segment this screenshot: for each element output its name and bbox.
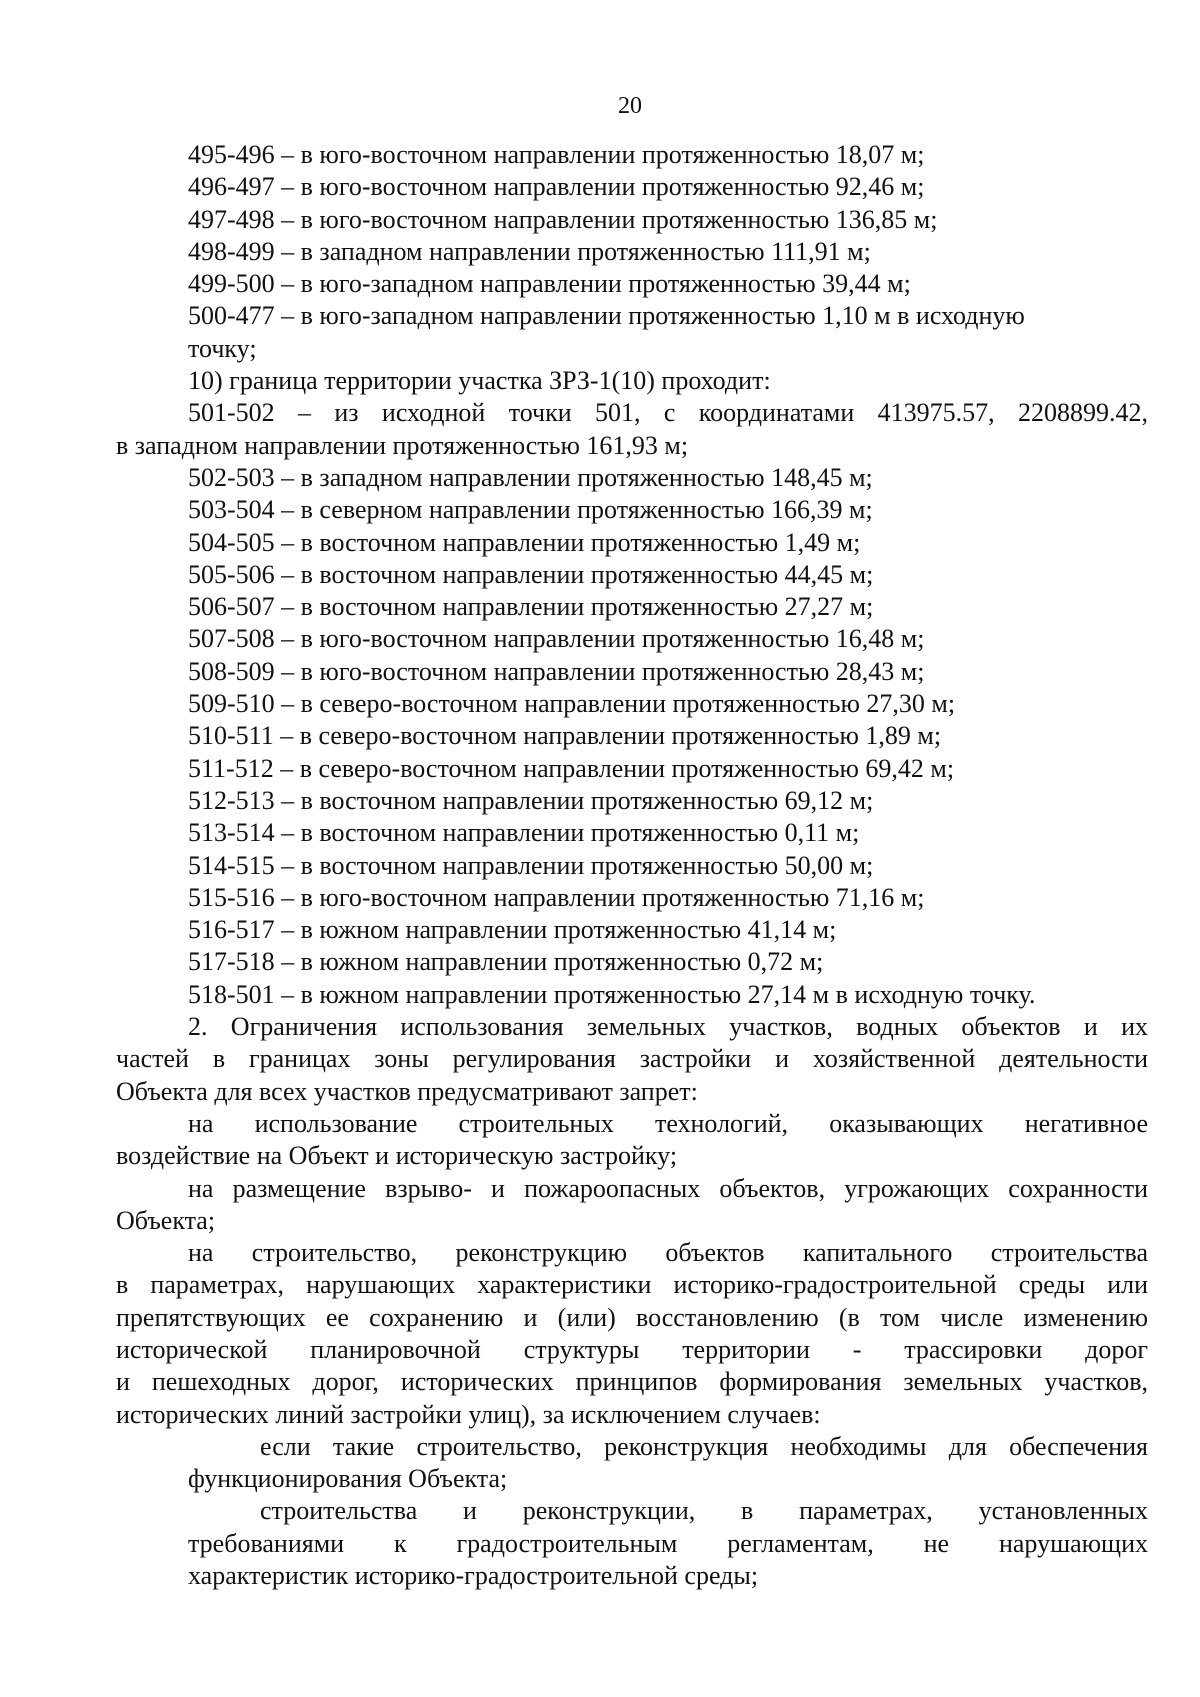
text-line: требованиями к градостроительным регламентам, не нарушающих — [188, 1528, 1148, 1558]
text-line: и пешеходных дорог, исторических принципов формирования земельных участков, — [116, 1367, 1148, 1397]
text-line: 495-496 – в юго-восточном направлении протяженностью 18,07 м; — [188, 140, 925, 169]
text-line: если такие строительство, реконструкция необходимы для обеспечения — [260, 1431, 1148, 1461]
text-line: частей в границах зоны регулирования застройки и хозяйственной деятельности — [116, 1044, 1148, 1074]
text-line: на строительство, реконструкцию объектов капитального строительства — [188, 1238, 1148, 1268]
text-line: в параметрах, нарушающих характеристики историко-градостроительной среды или — [116, 1270, 1148, 1300]
text-line: 509-510 – в северо-восточном направлении протяженностью 27,30 м; — [188, 689, 956, 719]
text-line: 514-515 – в восточном направлении протяженностью 50,00 м; — [188, 850, 874, 880]
text-line: исторической планировочной структуры территории - трассировки дорог — [116, 1334, 1148, 1364]
text-line: на использование строительных технологий, оказывающих негативное — [188, 1108, 1148, 1138]
text-line: 502-503 – в западном направлении протяженностью 148,45 м; — [188, 462, 873, 492]
text-line: воздействие на Объект и историческую застройку; — [116, 1141, 678, 1171]
text-line: 504-505 – в восточном направлении протяженностью 1,49 м; — [188, 527, 861, 557]
text-line: препятствующих ее сохранению и (или) восстановлению (в том числе изменению — [116, 1302, 1148, 1332]
text-line: 498-499 – в западном направлении протяженностью 111,91 м; — [188, 236, 871, 266]
text-line: 516-517 – в южном направлении протяженностью 41,14 м; — [188, 915, 837, 945]
text-line: 510-511 – в северо-восточном направлении протяженностью 1,89 м; — [188, 721, 942, 751]
text-line: 10) граница территории участка ЗРЗ-1(10) проходит: — [188, 366, 771, 396]
text-line: 506-507 – в восточном направлении протяженностью 27,27 м; — [188, 592, 874, 622]
text-line: 518-501 – в южном направлении протяженностью 27,14 м в исходную точку. — [188, 979, 1036, 1009]
text-line: 507-508 – в юго-восточном направлении протяженностью 16,48 м; — [188, 624, 925, 654]
text-line: 512-513 – в восточном направлении протяженностью 69,12 м; — [188, 785, 874, 815]
text-line: 497-498 – в юго-восточном направлении протяженностью 136,85 м; — [188, 204, 938, 234]
text-line: строительства и реконструкции, в параметрах, установленных — [260, 1496, 1148, 1526]
text-line: Объекта; — [116, 1205, 216, 1235]
text-line: 515-516 – в юго-восточном направлении протяженностью 71,16 м; — [188, 882, 925, 912]
text-line: на размещение взрыво- и пожароопасных объектов, угрожающих сохранности — [188, 1173, 1148, 1203]
text-line: 503-504 – в северном направлении протяженностью 166,39 м; — [188, 495, 873, 525]
text-line: 511-512 – в северо-восточном направлении протяженностью 69,42 м; — [188, 753, 955, 783]
text-line: 2. Ограничения использования земельных участков, водных объектов и их — [188, 1012, 1148, 1042]
text-line: в западном направлении протяженностью 161,93 м; — [116, 430, 689, 460]
text-line: 517-518 – в южном направлении протяженностью 0,72 м; — [188, 947, 824, 977]
text-line: 505-506 – в восточном направлении протяженностью 44,45 м; — [188, 559, 874, 589]
text-line: точку; — [188, 333, 257, 363]
text-line: функционирования Объекта; — [188, 1464, 508, 1494]
page-number: 20 — [618, 93, 642, 119]
text-line: 508-509 – в юго-восточном направлении протяженностью 28,43 м; — [188, 656, 925, 686]
text-line: Объекта для всех участков предусматривают запрет: — [116, 1076, 698, 1106]
text-line: 500-477 – в юго-западном направлении протяженностью 1,10 м в исходную — [188, 301, 1025, 331]
text-line: 496-497 – в юго-восточном направлении протяженностью 92,46 м; — [188, 172, 925, 202]
document-body — [116, 139, 1148, 1592]
text-line: 501-502 – из исходной точки 501, с координатами 413975.57, 2208899.42, — [188, 398, 1148, 428]
text-line: характеристик историко-градостроительной среды; — [188, 1561, 759, 1591]
text-line: исторических линий застройки улиц), за исключением случаев: — [116, 1399, 821, 1429]
text-line: 499-500 – в юго-западном направлении протяженностью 39,44 м; — [188, 269, 911, 299]
text-line: 513-514 – в восточном направлении протяженностью 0,11 м; — [188, 818, 860, 848]
